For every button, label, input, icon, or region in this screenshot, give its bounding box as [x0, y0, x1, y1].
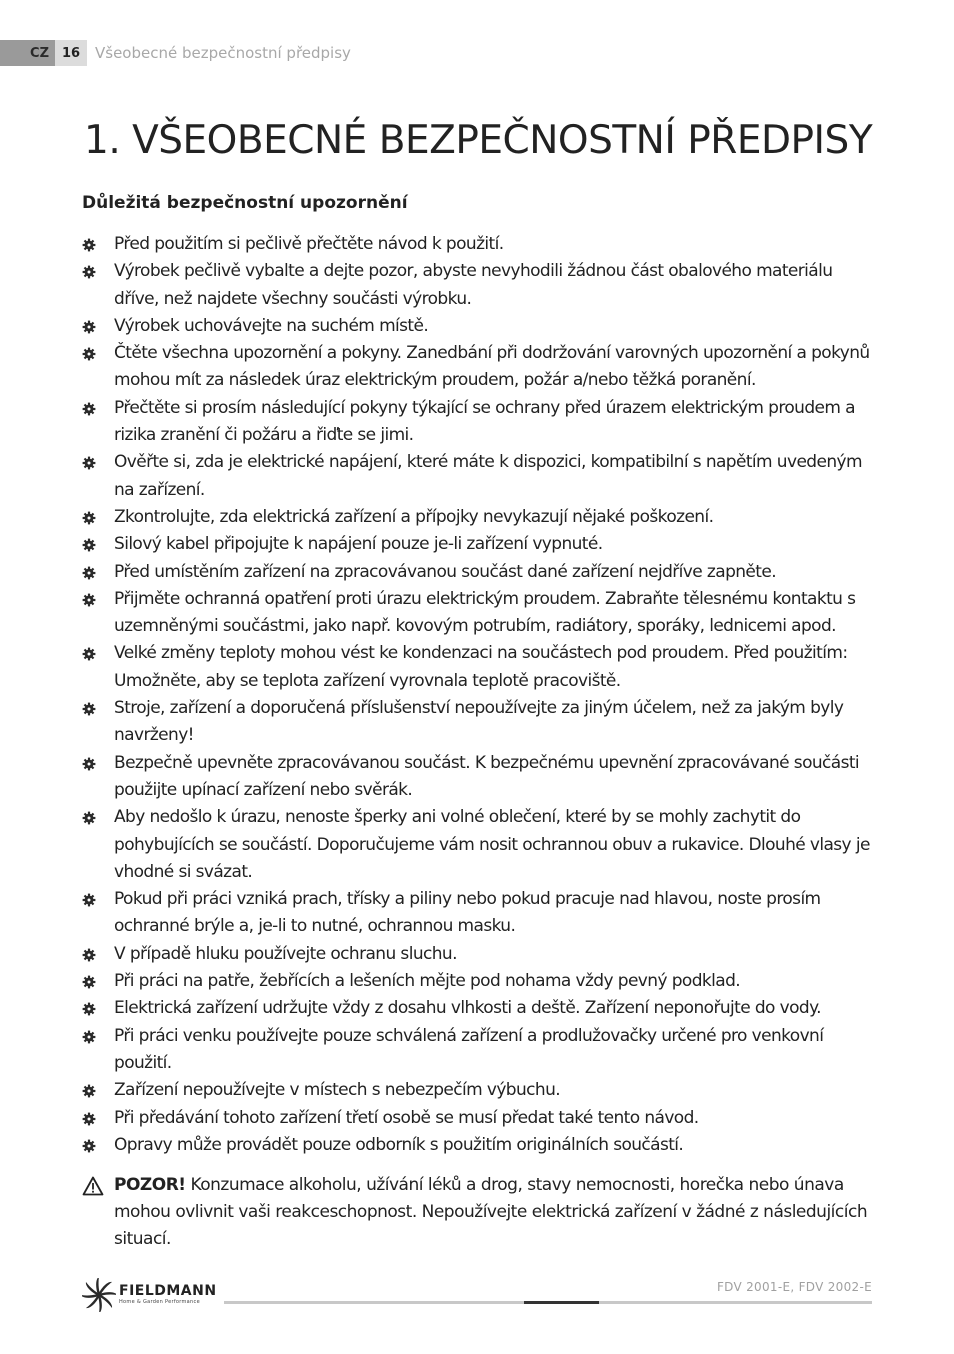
list-item: [82, 941, 882, 968]
list-item: [82, 695, 882, 750]
list-item: [82, 804, 882, 886]
gear-bullet-icon: [82, 811, 96, 825]
gear-bullet-icon: [82, 511, 96, 525]
gear-bullet-icon: [82, 647, 96, 661]
list-item: [82, 586, 882, 641]
brand-name: FIELDMANN: [119, 1283, 217, 1299]
list-item-text: Pokud při práci vzniká prach, třísky a piliny nebo pokud pracuje nad hlavou, noste prosím ochranné brýle a, je-li to nutné, ochrannou masku.: [114, 889, 821, 937]
list-item-text: Velké změny teploty mohou vést ke kondenzaci na součástech pod proudem. Před použitím: Umožněte, aby se teplota zařízení vyrovnala teplotě pracoviště.: [114, 643, 848, 691]
gear-bullet-icon: [82, 1139, 96, 1153]
list-item-text: Před použitím si pečlivě přečtěte návod k použití.: [114, 234, 504, 254]
list-item: [82, 395, 882, 450]
list-item-text: Silový kabel připojujte k napájení pouze je-li zařízení vypnuté.: [114, 534, 603, 555]
list-item-text: Čtěte všechna upozornění a pokyny. Zanedbání při dodržování varovných upozornění a pokynů mohou mít za následek úraz elektrickým proudem, požár a/nebo těžká poranění.: [114, 343, 870, 391]
list-item-text: Při práci venku používejte pouze schválená zařízení a prodlužovačky určené pro venkovní použití.: [114, 1025, 824, 1073]
gear-bullet-icon: [82, 347, 96, 361]
list-item-text: Aby nedošlo k úrazu, nenoste šperky ani volné oblečení, které by se mohly zachytit do pohybujících se součástí. Doporučujeme vám nosit ochrannou obuv a rukavice. Dlouhé vlasy je vhodné si svázat.: [114, 807, 870, 882]
warning-note: [82, 1172, 882, 1253]
list-item: [82, 886, 882, 941]
fan-logo-icon: [82, 1278, 116, 1312]
running-header-title: Všeobecné bezpečnostní předpisy: [95, 44, 351, 62]
list-item: [82, 750, 882, 805]
gear-bullet-icon: [82, 948, 96, 962]
gear-bullet-icon: [82, 593, 96, 607]
list-item-text: Ověřte si, zda je elektrické napájení, které máte k dispozici, kompatibilní s napětím uvedeným na zařízení.: [114, 452, 862, 500]
page-title: 1. VŠEOBECNÉ BEZPEČNOSTNÍ PŘEDPISY: [84, 118, 873, 163]
language-tab: CZ: [0, 40, 55, 66]
page-number: 16: [55, 40, 87, 66]
list-item-text: Opravy může provádět pouze odborník s použitím originálních součástí.: [114, 1134, 684, 1155]
page-footer: [0, 1270, 954, 1330]
list-item: [82, 1132, 882, 1159]
list-item-text: Elektrická zařízení udržujte vždy z dosahu vlhkosti a deště. Zařízení neponořujte do vody.: [114, 998, 821, 1019]
gear-bullet-icon: [82, 238, 96, 252]
gear-bullet-icon: [82, 402, 96, 416]
list-item-text: Při práci na patře, žebřících a lešeních mějte pod nohama vždy pevný podklad.: [114, 971, 741, 992]
gear-bullet-icon: [82, 1084, 96, 1098]
list-item-text: Bezpečně upevněte zpracovávanou součást. K bezpečnému upevnění zpracovávané součásti použijte upínací zařízení nebo svěrák.: [114, 752, 860, 800]
list-item: [82, 1105, 882, 1132]
list-item: [82, 995, 882, 1022]
warning-text: [114, 1172, 882, 1253]
gear-bullet-icon: [82, 757, 96, 771]
gear-bullet-icon: [82, 975, 96, 989]
list-item: [82, 968, 882, 995]
list-item: [82, 640, 882, 695]
list-item: [82, 449, 882, 504]
page-header: [0, 40, 351, 66]
list-item: [82, 340, 882, 395]
list-item-text: Výrobek uchovávejte na suchém místě.: [114, 315, 429, 336]
list-item-text: Přijměte ochranná opatření proti úrazu elektrickým proudem. Zabraňte tělesnému kontaktu s uzemněnými součástmi, jako např. kovovým potrubím, radiátory, sporáky, lednicemi apod.: [114, 588, 856, 637]
list-item: [82, 1077, 882, 1104]
warning-triangle-icon: [82, 1176, 104, 1196]
list-item-text: Zkontrolujte, zda elektrická zařízení a přípojky nevykazují nějaké poškození.: [114, 506, 714, 527]
list-item: [82, 559, 882, 586]
gear-bullet-icon: [82, 893, 96, 907]
list-item-text: Výrobek pečlivě vybalte a dejte pozor, abyste nevyhodili žádnou část obalového materiálu dříve, než najdete všechny součásti výrobku.: [114, 261, 833, 309]
fieldmann-logo: [82, 1278, 217, 1312]
gear-bullet-icon: [82, 538, 96, 552]
list-item-text: Při předávání tohoto zařízení třetí osobě se musí předat také tento návod.: [114, 1107, 699, 1128]
model-numbers: FDV 2001-E, FDV 2002-E: [716, 1280, 872, 1294]
gear-bullet-icon: [82, 265, 96, 279]
list-item: [82, 231, 882, 258]
list-item: [82, 504, 882, 531]
warning-body: Konzumace alkoholu, užívání léků a drog, stavy nemocnosti, horečka nebo únava mohou ovlivnit vaši reakceschopnost. Nepoužívejte elektrická zařízení v žádné z následujících situací.: [114, 1175, 868, 1249]
list-item-text: V případě hluku používejte ochranu sluchu.: [114, 943, 457, 964]
list-item: [82, 531, 882, 558]
footer-rule-accent: [524, 1301, 599, 1304]
safety-instructions-list: [82, 231, 882, 1159]
list-item: [82, 1023, 882, 1078]
gear-bullet-icon: [82, 1112, 96, 1126]
list-item: [82, 258, 882, 313]
gear-bullet-icon: [82, 1030, 96, 1044]
gear-bullet-icon: [82, 566, 96, 580]
gear-bullet-icon: [82, 702, 96, 716]
brand-tagline: Home & Garden Performance: [119, 1299, 200, 1305]
warning-label: POZOR!: [114, 1175, 186, 1195]
list-item-text: Před umístěním zařízení na zpracovávanou součást dané zařízení nejdříve zapněte.: [114, 561, 777, 582]
gear-bullet-icon: [82, 1002, 96, 1016]
gear-bullet-icon: [82, 320, 96, 334]
gear-bullet-icon: [82, 456, 96, 470]
list-item: [82, 313, 882, 340]
list-item-text: Přečtěte si prosím následující pokyny týkající se ochrany před úrazem elektrickým proudem a rizika zranění či požáru a řiďte se jimi.: [114, 397, 855, 446]
list-item-text: Stroje, zařízení a doporučená příslušenství nepoužívejte za jiným účelem, než za jakým byly navrženy!: [114, 698, 844, 746]
list-item-text: Zařízení nepoužívejte v místech s nebezpečím výbuchu.: [114, 1080, 561, 1101]
section-subheading: Důležitá bezpečnostní upozornění: [82, 193, 408, 213]
